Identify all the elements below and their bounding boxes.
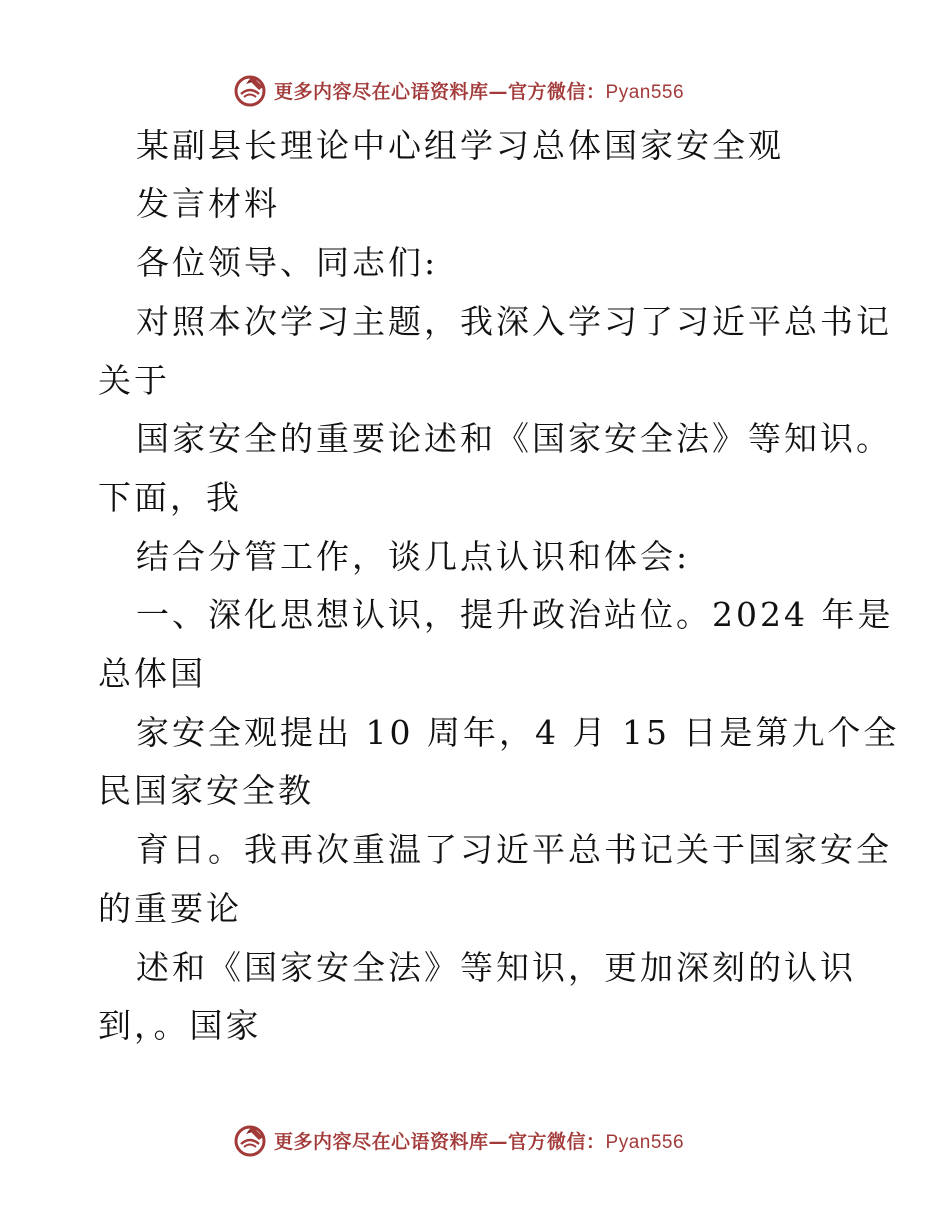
footer-watermark xyxy=(232,1120,684,1160)
paragraph-line: 的重要论 xyxy=(98,889,242,928)
watermark-separator: — xyxy=(488,1130,509,1153)
watermark-contact-label: 官方微信： xyxy=(508,80,606,103)
paragraph-line: 对照本次学习主题，我深入学习了习近平总书记 xyxy=(136,302,892,341)
section-heading-line: 一、深化思想认识，提升政治站位。2024 年是 xyxy=(136,595,894,634)
watermark-brand-text: 更多内容尽在心语资料库 xyxy=(274,1130,489,1153)
document-title-line-1: 某副县长理论中心组学习总体国家安全观 xyxy=(136,126,784,165)
watermark-contact-id: Pyan556 xyxy=(605,1131,685,1153)
document-title-line-2: 发言材料 xyxy=(136,184,280,223)
paragraph-line: 到，。国家 xyxy=(98,1006,262,1045)
paragraph-line: 结合分管工作，谈几点认识和体会: xyxy=(136,537,691,576)
book-pen-icon xyxy=(232,1122,268,1158)
watermark-separator: — xyxy=(488,80,509,103)
paragraph-line: 总体国 xyxy=(98,654,206,693)
salutation: 各位领导、同志们: xyxy=(136,243,439,282)
paragraph-line: 国家安全的重要论述和《国家安全法》等知识。 xyxy=(136,419,892,458)
header-watermark xyxy=(232,70,684,110)
paragraph-line: 述和《国家安全法》等知识，更加深刻的认识 xyxy=(136,948,856,987)
watermark-brand-text: 更多内容尽在心语资料库 xyxy=(274,80,489,103)
watermark-contact-id: Pyan556 xyxy=(605,81,685,103)
paragraph-line: 下面，我 xyxy=(98,478,242,517)
paragraph-line: 育日。我再次重温了习近平总书记关于国家安全 xyxy=(136,830,892,869)
paragraph-line: 民国家安全教 xyxy=(98,771,314,810)
book-pen-icon xyxy=(232,72,268,108)
paragraph-line: 家安全观提出 10 周年，4 月 15 日是第九个全 xyxy=(136,713,900,752)
watermark-contact-label: 官方微信： xyxy=(508,1130,606,1153)
paragraph-line: 关于 xyxy=(98,361,170,400)
